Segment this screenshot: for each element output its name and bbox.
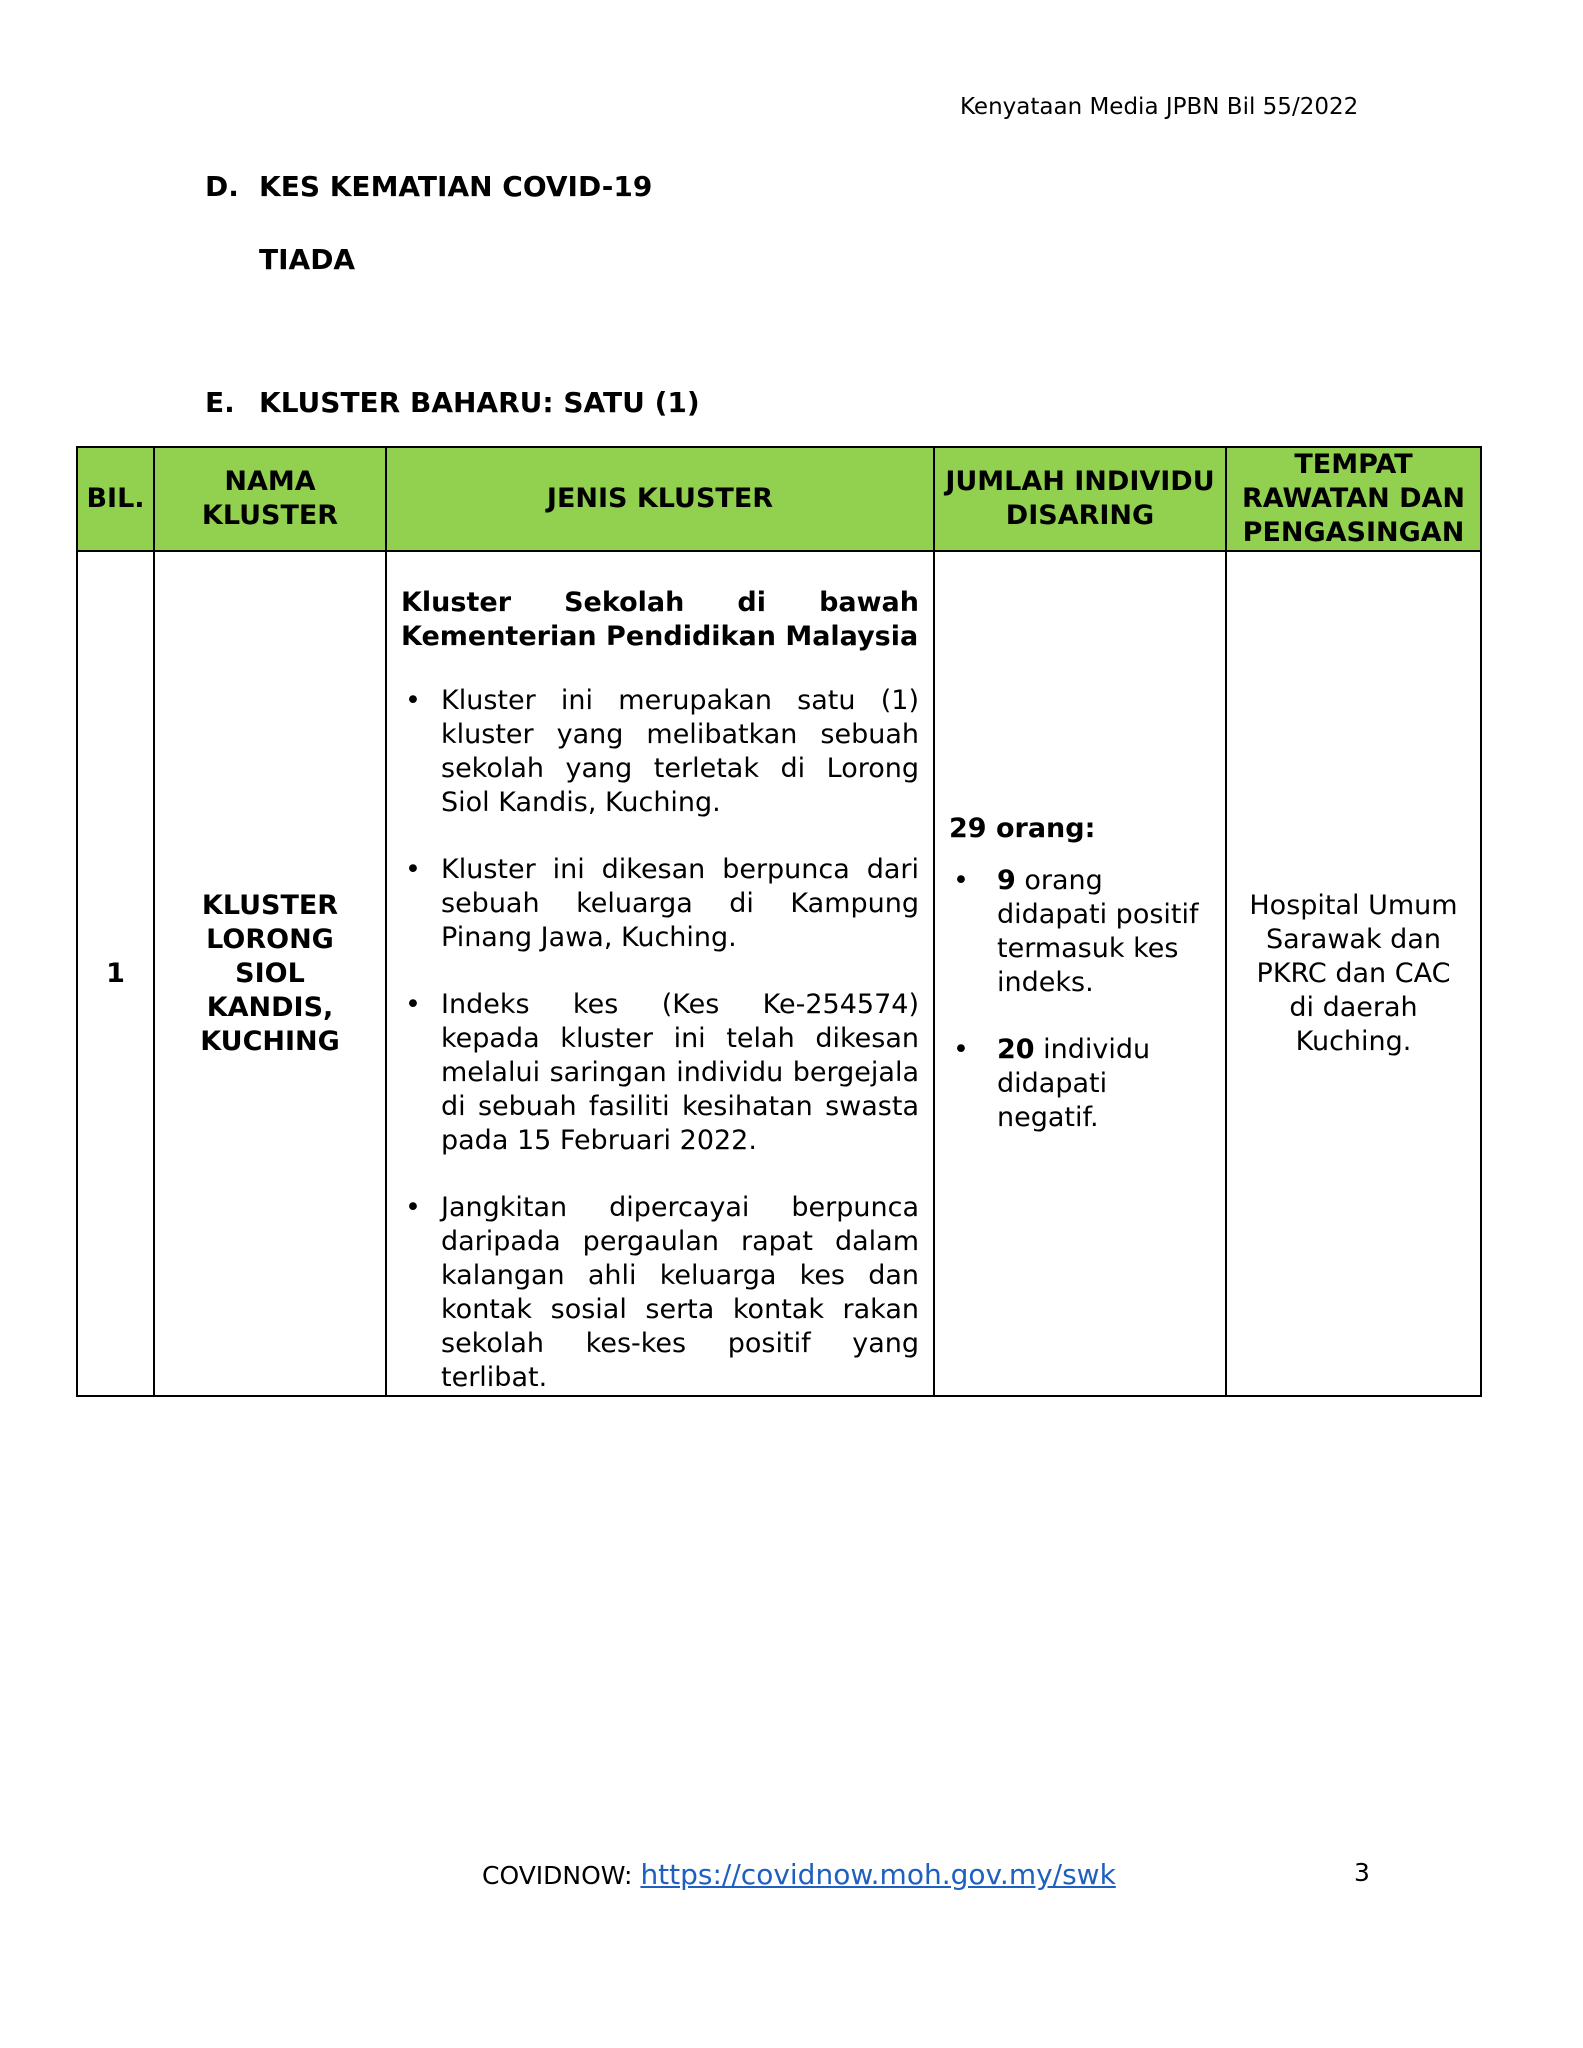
- list-item: [401, 853, 919, 955]
- bullet-icon: •: [405, 854, 421, 885]
- table-header-row: [77, 447, 1481, 551]
- list-item-text: Indeks kes (Kes Ke-254574) kepada kluster ini telah dikesan melalui saringan individu bergejala di sebuah fasiliti kesihatan swasta pada 15 Februari 2022.: [441, 989, 919, 1156]
- section-d-letter: D.: [205, 170, 239, 203]
- cell-bil: 1: [77, 551, 154, 1396]
- positive-text: orang didapati positif termasuk kes indeks.: [997, 865, 1199, 998]
- section-e-title: KLUSTER BAHARU: SATU (1): [259, 386, 700, 419]
- covidnow-link[interactable]: https://covidnow.moh.gov.my/swk: [640, 1858, 1116, 1891]
- section-d-note: TIADA: [259, 243, 356, 276]
- list-item-text: Kluster ini merupakan satu (1) kluster yang melibatkan sebuah sekolah yang terletak di Lorong Siol Kandis, Kuching.: [441, 685, 919, 818]
- jenis-kluster-title: Kluster Sekolah di bawah Kementerian Pendidikan Malaysia: [401, 587, 919, 652]
- section-d-title: KES KEMATIAN COVID-19: [259, 170, 653, 203]
- negative-text: individu didapati negatif.: [997, 1034, 1151, 1133]
- section-e-letter: E.: [205, 386, 235, 419]
- section-d-heading: [205, 170, 652, 203]
- negative-count: 20: [997, 1034, 1035, 1065]
- bullet-icon: •: [405, 989, 421, 1020]
- list-item: [401, 684, 919, 820]
- cluster-table: [76, 446, 1482, 1397]
- page-number: 3: [1354, 1858, 1370, 1887]
- list-item: [401, 1191, 919, 1395]
- bullet-icon: •: [953, 865, 969, 896]
- cell-jenis-kluster: [386, 551, 934, 1396]
- section-e-heading: [205, 386, 700, 419]
- list-item: [949, 1033, 1211, 1135]
- list-item: [401, 988, 919, 1158]
- header-bil: BIL.: [77, 447, 154, 551]
- positive-count: 9: [997, 865, 1016, 896]
- header-jumlah-individu: JUMLAH INDIVIDU DISARING: [934, 447, 1226, 551]
- footer: [482, 1858, 1116, 1891]
- jumlah-list: [949, 864, 1211, 1135]
- document-reference: Kenyataan Media JPBN Bil 55/2022: [960, 94, 1359, 120]
- cell-tempat-rawatan: Hospital Umum Sarawak dan PKRC dan CAC di daerah Kuching.: [1226, 551, 1481, 1396]
- header-nama-kluster: NAMA KLUSTER: [154, 447, 386, 551]
- header-jenis-kluster: JENIS KLUSTER: [386, 447, 934, 551]
- cell-jumlah-individu: [934, 551, 1226, 1396]
- table-row: [77, 551, 1481, 1396]
- cell-nama-kluster: KLUSTER LORONG SIOL KANDIS, KUCHING: [154, 551, 386, 1396]
- bullet-icon: •: [405, 1192, 421, 1223]
- list-item-text: Jangkitan dipercayai berpunca daripada pergaulan rapat dalam kalangan ahli keluarga kes dan kontak sosial serta kontak rakan sekolah kes-kes positif yang terlibat.: [441, 1192, 919, 1393]
- bullet-icon: •: [405, 685, 421, 716]
- jumlah-total: 29 orang:: [949, 813, 1096, 844]
- bullet-icon: •: [953, 1034, 969, 1065]
- list-item: [949, 864, 1211, 1000]
- footer-label: COVIDNOW:: [482, 1861, 641, 1890]
- header-tempat-rawatan: TEMPAT RAWATAN DAN PENGASINGAN: [1226, 447, 1481, 551]
- jenis-kluster-list: [401, 684, 919, 1395]
- list-item-text: Kluster ini dikesan berpunca dari sebuah keluarga di Kampung Pinang Jawa, Kuching.: [441, 854, 919, 953]
